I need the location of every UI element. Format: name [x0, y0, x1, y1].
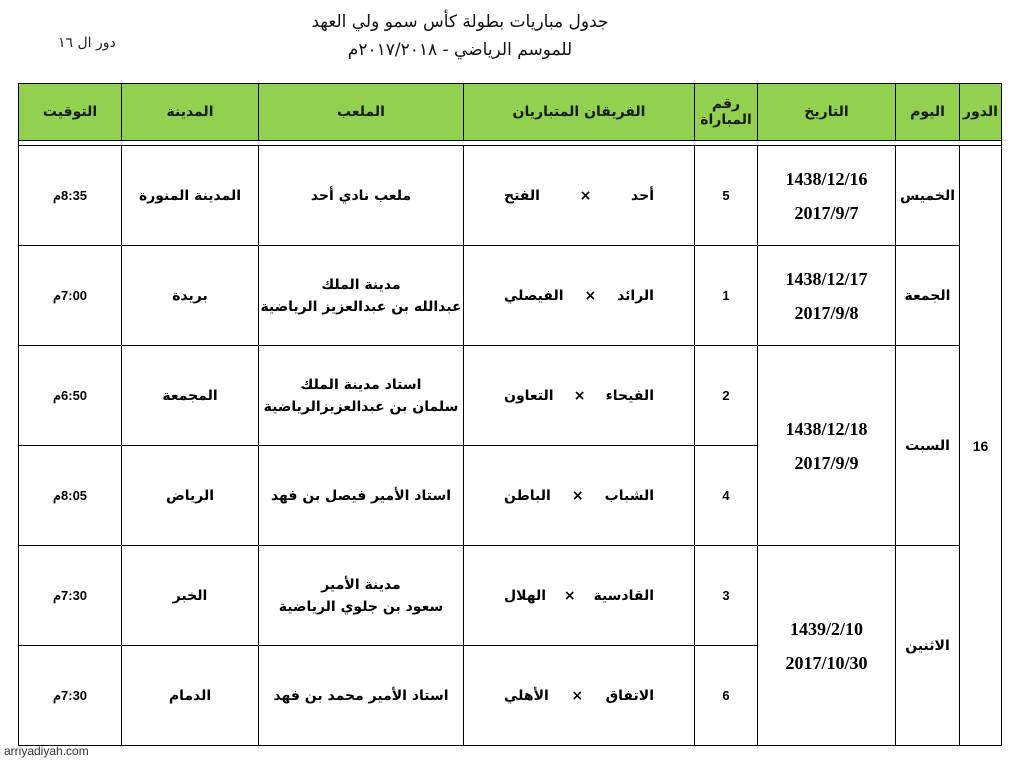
teams-cell [464, 146, 695, 246]
city-cell: الرياض [122, 446, 259, 546]
match-number: 5 [695, 146, 758, 246]
city-cell: بريدة [122, 246, 259, 346]
city-cell: المجمعة [122, 346, 259, 446]
table-row [19, 346, 1002, 446]
season-subtitle: للموسم الرياضي - ٢٠١٧/٢٠١٨م [347, 40, 573, 60]
round-cell: 16 [960, 146, 1002, 746]
col-city: المدينة [122, 84, 259, 141]
time-cell: 7:30م [19, 646, 122, 746]
teams-cell [464, 446, 695, 546]
away-team: الأهلي [504, 687, 549, 704]
home-team: القادسية [593, 587, 654, 604]
match-number: 1 [695, 246, 758, 346]
time-cell: 7:00م [19, 246, 122, 346]
stadium-line-1: ملعب نادي أحد [310, 187, 412, 204]
table-row [19, 246, 1002, 346]
match-number: 6 [695, 646, 758, 746]
match-number: 3 [695, 546, 758, 646]
stadium-line-2: سعود بن جلوي الرياضية [278, 598, 444, 615]
time-cell: 6:50م [19, 346, 122, 446]
day-cell: الجمعة [896, 246, 960, 346]
away-team: الباطن [504, 487, 551, 504]
match-number: 4 [695, 446, 758, 546]
city-cell: الدمام [122, 646, 259, 746]
versus-mark: × [579, 187, 592, 204]
hijri-date: 1438/12/18 [785, 418, 868, 439]
stadium-cell [259, 346, 464, 446]
teams-cell [464, 546, 695, 646]
date-cell [758, 546, 896, 746]
hijri-date: 1438/12/17 [785, 268, 868, 289]
table-row [19, 146, 1002, 246]
stadium-line-2: عبدالله بن عبدالعزيز الرياضية [260, 298, 462, 315]
time-cell: 7:30م [19, 546, 122, 646]
stadium-line-1: مدينة الأمير [321, 576, 401, 593]
date-cell [758, 346, 896, 546]
home-team: الشباب [604, 487, 654, 504]
versus-mark: × [571, 687, 584, 704]
home-team: الفيحاء [605, 387, 654, 404]
stadium-cell [259, 646, 464, 746]
hijri-date: 1438/12/16 [785, 168, 868, 189]
stadium-cell [259, 246, 464, 346]
col-day: اليوم [896, 84, 960, 141]
home-team: الرائد [617, 287, 654, 304]
home-team: أحد [631, 187, 654, 204]
stadium-line-1: استاد مدينة الملك [300, 376, 422, 393]
away-team: الهلال [504, 587, 547, 604]
home-team: الاتفاق [605, 687, 654, 704]
gregorian-date: 2017/10/30 [785, 652, 868, 673]
versus-mark: × [563, 587, 576, 604]
away-team: التعاون [504, 387, 554, 404]
header-row [19, 84, 1002, 141]
table-row [19, 546, 1002, 646]
teams-cell [464, 646, 695, 746]
stadium-line-1: استاد الأمير فيصل بن فهد [270, 487, 452, 504]
away-team: الفيصلي [504, 287, 564, 304]
city-cell: المدينة المنورة [122, 146, 259, 246]
col-stadium: الملعب [259, 84, 464, 141]
schedule-table [18, 83, 1002, 746]
col-time: التوقيت [19, 84, 122, 141]
versus-mark: × [573, 387, 586, 404]
stadium-line-1: استاد الأمير محمد بن فهد [273, 687, 449, 704]
gregorian-date: 2017/9/7 [794, 202, 859, 223]
stadium-cell [259, 446, 464, 546]
stadium-line-1: مدينة الملك [321, 276, 401, 293]
city-cell: الخبر [122, 546, 259, 646]
stadium-line-2: سلمان بن عبدالعزيزالرياضية [263, 398, 459, 415]
day-cell: الاثنين [896, 546, 960, 746]
day-cell: الخميس [896, 146, 960, 246]
gregorian-date: 2017/9/8 [794, 302, 859, 323]
match-number: 2 [695, 346, 758, 446]
versus-mark: × [584, 287, 597, 304]
versus-mark: × [571, 487, 584, 504]
col-match-no: رقم المباراة [695, 84, 758, 141]
away-team: الفتح [504, 187, 540, 204]
date-cell [758, 146, 896, 246]
date-cell [758, 246, 896, 346]
time-cell: 8:05م [19, 446, 122, 546]
site-watermark: arriyadiyah.com [4, 744, 89, 758]
col-teams: الفريقان المتباريان [464, 84, 695, 141]
gregorian-date: 2017/9/9 [794, 452, 859, 473]
col-round: الدور [960, 84, 1002, 141]
teams-cell [464, 346, 695, 446]
teams-cell [464, 246, 695, 346]
hijri-date: 1439/2/10 [789, 618, 863, 639]
day-cell: السبت [896, 346, 960, 546]
page-title: جدول مباريات بطولة كأس سمو ولي العهد [311, 12, 609, 32]
time-cell: 8:35م [19, 146, 122, 246]
round-note: دور ال ١٦ [58, 35, 116, 51]
col-date: التاريخ [758, 84, 896, 141]
stadium-cell [259, 546, 464, 646]
stadium-cell [259, 146, 464, 246]
